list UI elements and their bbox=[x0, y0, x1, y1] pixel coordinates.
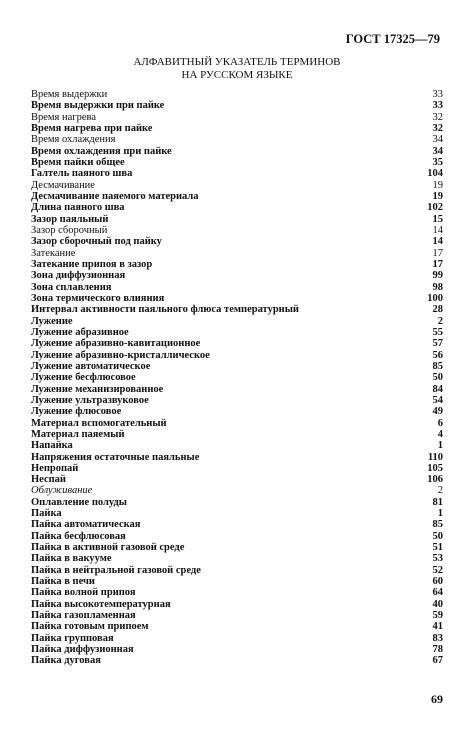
index-entry bbox=[31, 293, 443, 304]
index-entry-term: Зона сплавления bbox=[31, 281, 112, 293]
index-entry bbox=[31, 452, 443, 463]
index-entry-page: 60 bbox=[432, 576, 443, 588]
index-entry-page: 100 bbox=[427, 292, 443, 304]
index-entry bbox=[31, 180, 443, 191]
index-entry-page: 50 bbox=[432, 372, 443, 384]
index-entry-term: Пайка bbox=[31, 508, 62, 520]
index-entry bbox=[31, 282, 443, 293]
index-entry-page: 99 bbox=[432, 270, 443, 282]
index-entry-term: Пайка автоматическая bbox=[31, 519, 141, 531]
index-entry-term: Пайка в нейтральной газовой среде bbox=[31, 564, 201, 576]
index-entry-term: Лужение bbox=[31, 315, 73, 327]
index-entry-term: Время охлаждения при пайке bbox=[31, 145, 172, 157]
index-entry-term: Пайка дуговая bbox=[31, 655, 101, 667]
index-entry-term: Лужение бесфлюсовое bbox=[31, 372, 136, 384]
index-entry-term: Галтель паяного шва bbox=[31, 168, 133, 180]
index-entry-term: Оплавление полуды bbox=[31, 496, 127, 508]
index-entry-page: 28 bbox=[432, 304, 443, 316]
index-entry-page: 81 bbox=[432, 496, 443, 508]
index-entry-term: Лужение автоматическое bbox=[31, 360, 151, 372]
index-entry-page: 106 bbox=[427, 474, 443, 486]
index-entry-term: Лужение абразивное bbox=[31, 326, 129, 338]
index-entry bbox=[31, 304, 443, 315]
index-entry bbox=[31, 610, 443, 621]
index-entry-term: Длина паяного шва bbox=[31, 202, 125, 214]
index-entry-term: Облуживание bbox=[31, 485, 93, 497]
index-entry bbox=[31, 259, 443, 270]
index-entry bbox=[31, 123, 443, 134]
index-entry-page: 33 bbox=[432, 100, 443, 112]
index-entry-page: 67 bbox=[432, 655, 443, 667]
index-entry-page: 64 bbox=[432, 587, 443, 599]
index-entry-page: 19 bbox=[432, 190, 443, 202]
index-entry-term: Затекание припоя в зазор bbox=[31, 258, 153, 270]
index-entry bbox=[31, 270, 443, 281]
index-entry-term: Время выдержки при пайке bbox=[31, 100, 165, 112]
index-entry-term: Пайка высокотемпературная bbox=[31, 598, 171, 610]
index-entry bbox=[31, 599, 443, 610]
index-entry-page: 98 bbox=[432, 281, 443, 293]
page-number: 69 bbox=[431, 692, 443, 706]
index-entry bbox=[31, 168, 443, 179]
index-entry bbox=[31, 621, 443, 632]
index-entry-page: 85 bbox=[432, 360, 443, 372]
index-entry-page: 4 bbox=[437, 428, 443, 440]
index-entry-page: 41 bbox=[432, 621, 443, 633]
index-entry-term: Напайка bbox=[31, 440, 73, 452]
index-entry-page: 54 bbox=[432, 394, 443, 406]
index-entry-page: 57 bbox=[432, 338, 443, 350]
index-entry-page: 14 bbox=[432, 224, 443, 236]
index-entry-page: 105 bbox=[427, 462, 443, 474]
term-index-list bbox=[31, 89, 443, 667]
index-entry-page: 110 bbox=[427, 451, 443, 463]
index-entry bbox=[31, 372, 443, 383]
index-entry-page: 55 bbox=[432, 326, 443, 338]
index-entry-page: 6 bbox=[437, 417, 443, 429]
index-entry-page: 32 bbox=[432, 122, 443, 134]
index-entry-page: 32 bbox=[432, 111, 443, 123]
index-entry-page: 102 bbox=[427, 202, 443, 214]
index-entry-term: Лужение механизированное bbox=[31, 383, 164, 395]
index-entry-term: Материал вспомогательный bbox=[31, 417, 167, 429]
index-entry-term: Зазор сборочный под пайку bbox=[31, 236, 162, 248]
index-entry-page: 84 bbox=[432, 383, 443, 395]
index-entry-page: 33 bbox=[432, 89, 443, 100]
index-entry bbox=[31, 338, 443, 349]
index-entry-term: Лужение флюсовое bbox=[31, 406, 122, 418]
index-entry-page: 17 bbox=[432, 247, 443, 259]
index-entry-page: 19 bbox=[432, 179, 443, 191]
index-entry bbox=[31, 361, 443, 372]
index-entry bbox=[31, 214, 443, 225]
index-entry bbox=[31, 327, 443, 338]
index-entry bbox=[31, 474, 443, 485]
index-entry-term: Пайка диффузионная bbox=[31, 644, 134, 656]
index-entry-page: 78 bbox=[432, 644, 443, 656]
index-entry-term: Пайка групповая bbox=[31, 632, 114, 644]
index-entry-term: Зона термического влияния bbox=[31, 292, 165, 304]
index-entry bbox=[31, 146, 443, 157]
index-entry bbox=[31, 633, 443, 644]
index-entry-term: Время охлаждения bbox=[31, 134, 116, 146]
index-entry bbox=[31, 384, 443, 395]
index-entry bbox=[31, 429, 443, 440]
index-entry-page: 104 bbox=[427, 168, 443, 180]
index-entry-term: Зона диффузионная bbox=[31, 270, 126, 282]
index-entry-term: Пайка бесфлюсовая bbox=[31, 530, 126, 542]
index-entry bbox=[31, 587, 443, 598]
index-entry-page: 40 bbox=[432, 598, 443, 610]
index-entry-page: 59 bbox=[432, 610, 443, 622]
index-entry bbox=[31, 248, 443, 259]
index-entry-page: 49 bbox=[432, 406, 443, 418]
index-title-line-2: НА РУССКОМ ЯЗЫКЕ bbox=[181, 69, 293, 81]
index-entry-term: Лужение ультразвуковое bbox=[31, 394, 149, 406]
index-entry-term: Неспай bbox=[31, 474, 66, 486]
index-entry-term: Интервал активности паяльного флюса температурный bbox=[31, 304, 299, 316]
index-entry-page: 14 bbox=[432, 236, 443, 248]
index-entry-term: Материал паяемый bbox=[31, 428, 125, 440]
index-entry bbox=[31, 519, 443, 530]
index-entry-term: Время нагрева bbox=[31, 111, 96, 123]
index-title-line-1: АЛФАВИТНЫЙ УКАЗАТЕЛЬ ТЕРМИНОВ bbox=[133, 56, 341, 68]
index-entry-term: Непропай bbox=[31, 462, 79, 474]
index-entry-page: 34 bbox=[432, 134, 443, 146]
index-entry bbox=[31, 576, 443, 587]
index-entry bbox=[31, 191, 443, 202]
index-entry bbox=[31, 225, 443, 236]
index-entry bbox=[31, 644, 443, 655]
index-entry bbox=[31, 497, 443, 508]
index-entry-page: 2 bbox=[437, 485, 443, 497]
index-title bbox=[0, 56, 474, 82]
index-entry-term: Десмачивание bbox=[31, 179, 95, 191]
index-entry bbox=[31, 565, 443, 576]
index-entry bbox=[31, 316, 443, 327]
index-entry-term: Зазор сборочный bbox=[31, 224, 108, 236]
index-entry-term: Пайка в печи bbox=[31, 576, 95, 588]
index-entry bbox=[31, 157, 443, 168]
index-entry-term: Пайка в активной газовой среде bbox=[31, 542, 185, 554]
index-entry bbox=[31, 418, 443, 429]
index-entry-term: Десмачивание паяемого материала bbox=[31, 190, 199, 202]
index-entry bbox=[31, 100, 443, 111]
index-entry-page: 17 bbox=[432, 258, 443, 270]
index-entry-page: 52 bbox=[432, 564, 443, 576]
index-entry-page: 1 bbox=[437, 440, 443, 452]
index-entry-term: Пайка в вакууме bbox=[31, 553, 112, 565]
index-entry-term: Напряжения остаточные паяльные bbox=[31, 451, 200, 463]
index-entry-term: Пайка газопламенная bbox=[31, 610, 136, 622]
index-entry bbox=[31, 542, 443, 553]
index-entry bbox=[31, 553, 443, 564]
index-entry-page: 85 bbox=[432, 519, 443, 531]
index-entry-term: Время выдержки bbox=[31, 89, 108, 100]
index-entry bbox=[31, 350, 443, 361]
index-entry bbox=[31, 508, 443, 519]
index-entry-term: Пайка готовым припоем bbox=[31, 621, 149, 633]
standard-header: ГОСТ 17325—79 bbox=[345, 32, 440, 46]
index-entry-term: Лужение абразивно-кристаллическое bbox=[31, 349, 210, 361]
index-entry-term: Зазор паяльный bbox=[31, 213, 109, 225]
index-entry bbox=[31, 202, 443, 213]
index-entry-page: 34 bbox=[432, 145, 443, 157]
index-entry-term: Пайка волной припоя bbox=[31, 587, 136, 599]
index-entry bbox=[31, 655, 443, 666]
index-entry-page: 56 bbox=[432, 349, 443, 361]
index-entry-page: 50 bbox=[432, 530, 443, 542]
index-entry bbox=[31, 395, 443, 406]
index-entry-term: Затекание bbox=[31, 247, 76, 259]
index-entry-page: 53 bbox=[432, 553, 443, 565]
index-entry-term: Время нагрева при пайке bbox=[31, 122, 153, 134]
index-entry bbox=[31, 112, 443, 123]
index-entry bbox=[31, 406, 443, 417]
index-entry bbox=[31, 89, 443, 100]
index-entry bbox=[31, 463, 443, 474]
index-entry-page: 15 bbox=[432, 213, 443, 225]
index-entry bbox=[31, 531, 443, 542]
index-entry bbox=[31, 440, 443, 451]
index-entry bbox=[31, 236, 443, 247]
index-entry-term: Лужение абразивно-кавитационное bbox=[31, 338, 201, 350]
index-entry-page: 51 bbox=[432, 542, 443, 554]
index-entry-page: 2 bbox=[437, 315, 443, 327]
index-entry bbox=[31, 134, 443, 145]
index-entry-page: 83 bbox=[432, 632, 443, 644]
index-entry-page: 1 bbox=[437, 508, 443, 520]
index-entry-term: Время пайки общее bbox=[31, 156, 125, 168]
index-entry-page: 35 bbox=[432, 156, 443, 168]
index-entry bbox=[31, 485, 443, 496]
